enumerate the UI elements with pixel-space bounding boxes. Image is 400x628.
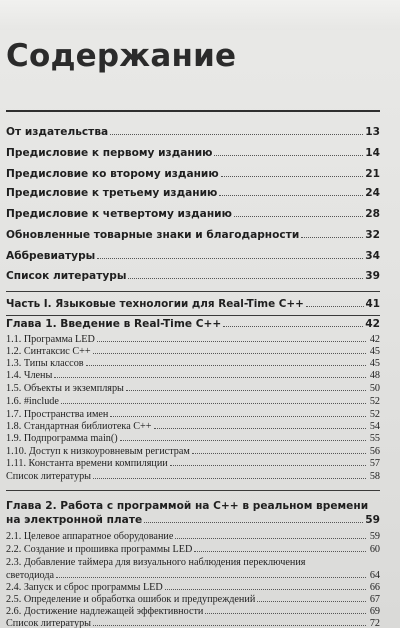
toc-entry-label: Часть I. Языковые технологии для Real-Time C++ (6, 298, 304, 310)
toc-entry-label: 2.4. Запуск и сброс программы LED (6, 582, 163, 593)
toc-entry-label: 1.2. Синтаксис C++ (6, 346, 91, 357)
dot-leader (306, 306, 364, 307)
toc-entry-page: 59 (365, 514, 380, 526)
toc-entry-label: 2.5. Определение и обработка ошибок и предупреждений (6, 594, 256, 605)
toc-entry-label: Предисловие ко второму изданию (6, 168, 219, 180)
toc-entry-page: 69 (369, 606, 380, 617)
toc-entry-page: 54 (369, 421, 380, 432)
toc-entry-page: 42 (365, 318, 380, 330)
dot-leader (110, 416, 366, 417)
toc-entry-label: Список литературы (6, 270, 127, 282)
toc-entry-label: Список литературы (6, 618, 92, 628)
toc-entry-chapter-line1[interactable]: Глава 2. Работа с программой на C++ в реальном времени (6, 500, 369, 512)
dot-leader (97, 341, 366, 342)
dot-leader (170, 465, 366, 466)
dot-leader (144, 522, 363, 523)
toc-entry-section[interactable] (6, 370, 380, 381)
toc-entry-page: 45 (369, 346, 380, 357)
toc-entry-section-line1[interactable]: 2.3. Добавление таймера для визуального наблюдения переключения (6, 557, 306, 568)
toc-entry-page: 67 (369, 594, 380, 605)
toc-entry-page: 52 (369, 396, 380, 407)
toc-entry-page: 57 (369, 458, 380, 469)
toc-entry-page: 50 (369, 383, 380, 394)
toc-entry-section[interactable] (6, 531, 380, 542)
toc-entry-page: 41 (365, 298, 380, 310)
toc-entry-front[interactable] (6, 187, 380, 199)
dot-leader (128, 278, 363, 279)
toc-entry-label: Предисловие к третьему изданию (6, 187, 218, 199)
toc-entry-section[interactable] (6, 409, 380, 420)
toc-entry-label: 1.6. #include (6, 396, 59, 407)
toc-entry-page: 55 (369, 433, 380, 444)
toc-entry-page: 32 (365, 229, 380, 241)
toc-entry-label: Предисловие к четвертому изданию (6, 208, 232, 220)
toc-entry-page: 42 (369, 334, 380, 345)
dot-leader (219, 195, 363, 196)
toc-entry-front[interactable] (6, 208, 380, 220)
dot-leader (175, 538, 366, 539)
toc-entry-label: 1.9. Подпрограмма main() (6, 433, 118, 444)
toc-entry-section[interactable] (6, 421, 380, 432)
dot-leader (93, 478, 366, 479)
toc-entry-label: Аббревиатуры (6, 250, 96, 262)
toc-entry-section[interactable] (6, 582, 380, 593)
toc-entry-front[interactable] (6, 229, 380, 241)
toc-entry-page: 45 (369, 358, 380, 369)
toc-entry-label: Предисловие к первому изданию (6, 147, 213, 159)
toc-entry-page: 66 (369, 582, 380, 593)
dot-leader (194, 551, 366, 552)
toc-entry-label: Обновленные товарные знаки и благодарности (6, 229, 300, 241)
page-top-edge (0, 0, 400, 30)
toc-entry-page: 59 (369, 531, 380, 542)
toc-entry-section[interactable] (6, 446, 380, 457)
toc-entry-page: 52 (369, 409, 380, 420)
toc-entry-page: 21 (365, 168, 380, 180)
toc-entry-section[interactable] (6, 383, 380, 394)
toc-entry-front[interactable] (6, 147, 380, 159)
page-title: Содержание (6, 38, 237, 74)
dot-leader (165, 589, 366, 590)
toc-entry-chapter[interactable] (6, 318, 380, 330)
title-rule (6, 110, 380, 112)
section-rule (6, 490, 380, 491)
dot-leader (110, 134, 363, 135)
toc-entry-page: 13 (365, 126, 380, 138)
toc-entry-part[interactable] (6, 298, 380, 310)
toc-entry-section[interactable] (6, 471, 380, 482)
toc-entry-label: 2.6. Достижение надлежащей эффективности (6, 606, 204, 617)
toc-entry-section[interactable] (6, 396, 380, 407)
dot-leader (61, 403, 366, 404)
dot-leader (221, 176, 364, 177)
toc-entry-section[interactable] (6, 458, 380, 469)
toc-entry-page: 48 (369, 370, 380, 381)
dot-leader (97, 258, 363, 259)
toc-entry-page: 28 (365, 208, 380, 220)
toc-entry-label: Список литературы (6, 471, 92, 482)
toc-entry-label: 2.1. Целевое аппаратное оборудование (6, 531, 174, 542)
toc-entry-page: 24 (365, 187, 380, 199)
toc-entry-front[interactable] (6, 126, 380, 138)
toc-entry-label: 1.1. Программа LED (6, 334, 95, 345)
toc-entry-section[interactable] (6, 346, 380, 357)
toc-entry-label: 1.8. Стандартная библиотека C++ (6, 421, 152, 432)
toc-entry-page: 58 (369, 471, 380, 482)
toc-entry-page: 39 (365, 270, 380, 282)
dot-leader (205, 613, 366, 614)
toc-entry-page: 60 (369, 544, 380, 555)
toc-entry-label: светодиода (6, 570, 55, 581)
dot-leader (234, 216, 363, 217)
toc-entry-page: 72 (369, 618, 380, 628)
toc-entry-label: 1.11. Константа времени компиляции (6, 458, 168, 469)
dot-leader (86, 365, 366, 366)
toc-entry-section[interactable] (6, 544, 380, 555)
dot-leader (54, 377, 366, 378)
dot-leader (257, 601, 366, 602)
toc-entry-label: От издательства (6, 126, 109, 138)
section-rule (6, 291, 380, 292)
toc-entry-label: 2.2. Создание и прошивка программы LED (6, 544, 193, 555)
dot-leader (192, 453, 366, 454)
toc-entry-page: 14 (365, 147, 380, 159)
toc-entry-section[interactable] (6, 618, 380, 628)
toc-entry-front[interactable] (6, 168, 380, 180)
toc-entry-section[interactable] (6, 358, 380, 369)
toc-entry-label: на электронной плате (6, 514, 143, 526)
toc-entry-chapter[interactable] (6, 514, 380, 526)
toc-entry-label: 1.10. Доступ к низкоуровневым регистрам (6, 446, 190, 457)
dot-leader (126, 390, 366, 391)
toc-entry-label: Глава 1. Введение в Real-Time C++ (6, 318, 222, 330)
section-rule (6, 315, 380, 316)
dot-leader (120, 440, 366, 441)
toc-entry-page: 56 (369, 446, 380, 457)
toc-entry-front[interactable] (6, 250, 380, 262)
toc-entry-section[interactable] (6, 334, 380, 345)
dot-leader (223, 326, 363, 327)
toc-entry-section[interactable] (6, 606, 380, 617)
dot-leader (214, 155, 363, 156)
dot-leader (93, 353, 366, 354)
toc-entry-section[interactable] (6, 570, 380, 581)
toc-entry-label: 1.7. Пространства имен (6, 409, 109, 420)
dot-leader (56, 577, 366, 578)
toc-entry-label: 1.5. Объекты и экземпляры (6, 383, 124, 394)
toc-entry-label: 1.4. Члены (6, 370, 53, 381)
toc-entry-section[interactable] (6, 433, 380, 444)
toc-entry-page: 34 (365, 250, 380, 262)
toc-entry-page: 64 (369, 570, 380, 581)
toc-entry-section[interactable] (6, 594, 380, 605)
toc-entry-label: 1.3. Типы классов (6, 358, 84, 369)
dot-leader (154, 428, 366, 429)
dot-leader (301, 237, 363, 238)
dot-leader (93, 625, 366, 626)
toc-entry-front[interactable] (6, 270, 380, 282)
